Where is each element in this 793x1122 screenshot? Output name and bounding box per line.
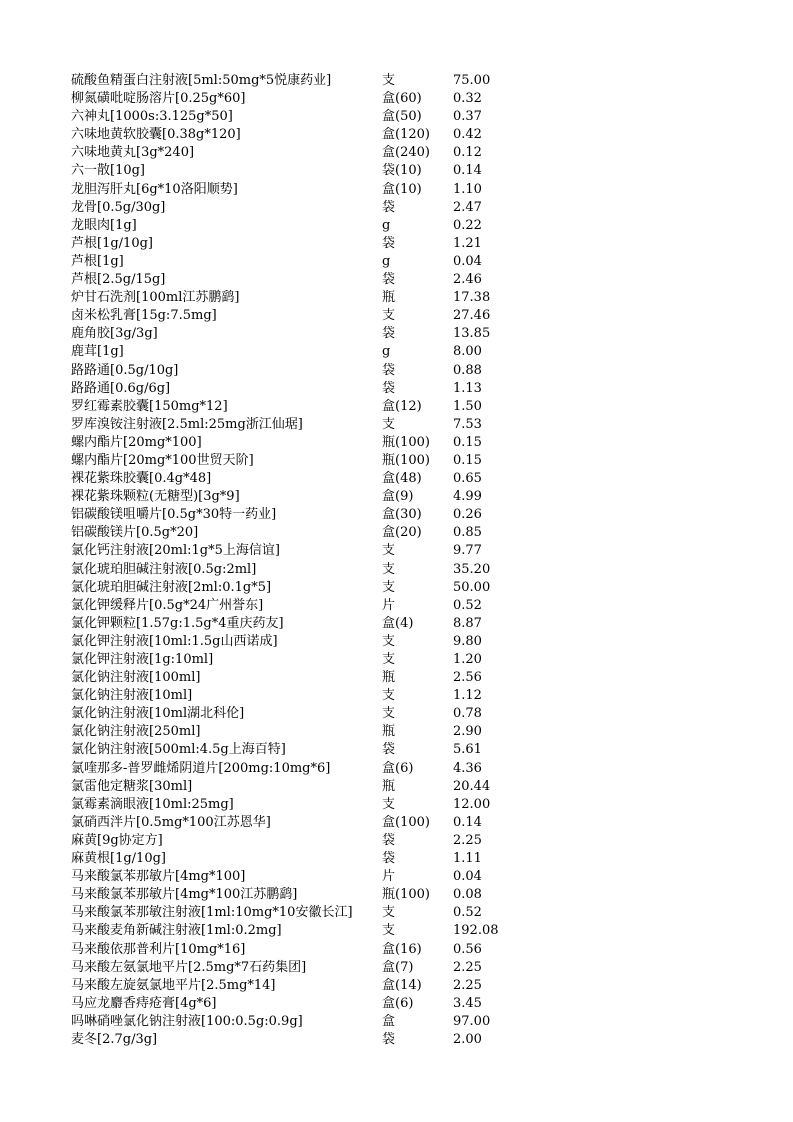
price-cell: 2.25 [453,977,482,993]
unit-cell: 瓶 [382,290,396,306]
price-cell: 0.26 [453,507,482,523]
price-cell: 0.04 [453,253,482,269]
unit-cell: 袋 [382,1031,396,1047]
table-row [71,850,571,868]
table-row [71,723,571,741]
drug-name-cell: 裸花紫珠颗粒(无糖型)[3g*9] [71,489,240,505]
unit-cell: 袋 [382,235,396,251]
table-row [71,235,571,253]
table-row [71,524,571,542]
unit-cell: 袋 [382,380,396,396]
price-cell: 7.53 [453,416,482,432]
price-cell: 0.78 [453,706,482,722]
price-cell: 1.21 [453,235,482,251]
price-cell: 97.00 [453,1013,491,1029]
table-row [71,832,571,850]
table-row [71,959,571,977]
price-cell: 4.36 [453,760,482,776]
unit-cell: g [382,344,391,360]
table-row [71,307,571,325]
table-row [71,886,571,904]
unit-cell: g [382,217,391,233]
unit-cell: 袋 [382,199,396,215]
unit-cell: 袋 [382,326,396,342]
unit-cell: 瓶(100) [382,452,430,468]
table-row [71,126,571,144]
table-row [71,796,571,814]
price-cell: 27.46 [453,308,491,324]
drug-name-cell: 龙骨[0.5g/30g] [71,199,166,215]
drug-name-cell: 氯化钾注射液[10ml:1.5g山西诺成] [71,633,278,649]
unit-cell: 盒(6) [382,760,414,776]
unit-cell: 支 [382,561,396,577]
price-cell: 75.00 [453,73,491,88]
drug-name-cell: 路路通[0.5g/10g] [71,362,179,378]
price-cell: 4.99 [453,489,482,505]
drug-name-cell: 马来酸左氨氯地平片[2.5mg*7石药集团] [71,959,307,975]
drug-name-cell: 卤米松乳膏[15g:7.5mg] [71,308,217,324]
table-row [71,778,571,796]
table-row [71,579,571,597]
unit-cell: 盒(10) [382,181,422,197]
unit-cell: 盒(48) [382,471,422,487]
unit-cell: 袋(10) [382,163,422,179]
unit-cell: 瓶(100) [382,434,430,450]
unit-cell: 盒(4) [382,615,414,631]
drug-name-cell: 芦根[1g/10g] [71,235,153,251]
unit-cell: 盒(16) [382,941,422,957]
table-row [71,217,571,235]
unit-cell: 盒 [382,1013,396,1029]
unit-cell: 袋 [382,832,396,848]
drug-name-cell: 六一散[10g] [71,163,146,179]
price-cell: 0.85 [453,525,482,541]
price-cell: 9.80 [453,633,482,649]
drug-name-cell: 马来酸麦角新碱注射液[1ml:0.2mg] [71,923,282,939]
table-row [71,470,571,488]
unit-cell: 片 [382,869,396,885]
table-row [71,814,571,832]
drug-name-cell: 氯霉素滴眼液[10ml:25mg] [71,796,234,812]
unit-cell: 盒(14) [382,977,422,993]
drug-name-cell: 马来酸依那普利片[10mg*16] [71,941,246,957]
unit-cell: 支 [382,652,396,667]
price-cell: 2.46 [453,272,482,288]
drug-name-cell: 氯化钠注射液[100ml] [71,670,201,686]
drug-name-cell: 硫酸鱼精蛋白注射液[5ml:50mg*5悦康药业] [71,73,332,88]
table-row [71,1031,571,1049]
drug-name-cell: 氯喹那多-普罗雌烯阴道片[200mg:10mg*6] [71,760,331,776]
unit-cell: 袋 [382,272,396,288]
drug-name-cell: 柳氮磺吡啶肠溶片[0.25g*60] [71,91,246,107]
table-row [71,941,571,959]
table-row [71,72,571,90]
unit-cell: 盒(6) [382,995,414,1011]
unit-cell: 支 [382,73,396,88]
price-cell: 2.25 [453,832,482,848]
price-cell: 2.47 [453,199,482,215]
unit-cell: 盒(120) [382,127,430,143]
price-cell: 0.52 [453,597,482,613]
table-row [71,289,571,307]
drug-name-cell: 马来酸左旋氨氯地平片[2.5mg*14] [71,977,276,993]
drug-name-cell: 马来酸氯苯那敏片[4mg*100江苏鹏鹞] [71,887,298,903]
price-cell: 0.15 [453,434,482,450]
drug-price-list [71,72,571,1049]
table-row [71,162,571,180]
price-cell: 0.42 [453,127,482,143]
table-row [71,687,571,705]
drug-name-cell: 鹿茸[1g] [71,344,124,360]
table-row [71,561,571,579]
table-row [71,868,571,886]
drug-name-cell: 炉甘石洗剂[100ml江苏鹏鹞] [71,290,240,306]
price-cell: 0.37 [453,109,482,125]
drug-name-cell: 芦根[1g] [71,253,124,269]
unit-cell: 支 [382,543,396,559]
price-cell: 0.22 [453,217,482,233]
drug-name-cell: 吗啉硝唑氯化钠注射液[100:0.5g:0.9g] [71,1013,303,1029]
table-row [71,325,571,343]
price-cell: 12.00 [453,796,491,812]
unit-cell: 袋 [382,851,396,867]
price-cell: 0.32 [453,91,482,107]
drug-name-cell: 芦根[2.5g/15g] [71,272,166,288]
drug-name-cell: 铝碳酸镁咀嚼片[0.5g*30特一药业] [71,507,277,523]
table-row [71,995,571,1013]
price-cell: 35.20 [453,561,491,577]
table-row [71,1013,571,1031]
drug-name-cell: 麻黄根[1g/10g] [71,851,166,867]
table-row [71,343,571,361]
table-row [71,434,571,452]
price-cell: 0.08 [453,887,482,903]
drug-name-cell: 螺内酯片[20mg*100] [71,434,202,450]
drug-name-cell: 氯硝西泮片[0.5mg*100江苏恩华] [71,814,271,830]
unit-cell: 支 [382,923,396,939]
drug-name-cell: 氯化琥珀胆碱注射液[2ml:0.1g*5] [71,579,272,595]
drug-name-cell: 龙眼肉[1g] [71,217,137,233]
table-row [71,199,571,217]
drug-name-cell: 六味地黄软胶囊[0.38g*120] [71,127,241,143]
table-row [71,253,571,271]
unit-cell: 盒(20) [382,525,422,541]
table-row [71,506,571,524]
table-row [71,904,571,922]
unit-cell: g [382,253,391,269]
table-row [71,651,571,669]
price-cell: 1.10 [453,181,482,197]
price-cell: 13.85 [453,326,491,342]
price-cell: 192.08 [453,923,499,939]
table-row [71,271,571,289]
price-cell: 2.56 [453,670,482,686]
unit-cell: 盒(7) [382,959,414,975]
price-cell: 0.14 [453,814,482,830]
table-row [71,380,571,398]
table-row [71,416,571,434]
unit-cell: 盒(240) [382,145,430,161]
table-row [71,597,571,615]
table-row [71,741,571,759]
price-cell: 0.88 [453,362,482,378]
drug-name-cell: 龙胆泻肝丸[6g*10洛阳顺势] [71,181,238,197]
drug-name-cell: 马来酸氯苯那敏注射液[1ml:10mg*10安徽长江] [71,905,353,921]
drug-name-cell: 路路通[0.6g/6g] [71,380,171,396]
drug-name-cell: 螺内酯片[20mg*100世贸天阶] [71,452,254,468]
unit-cell: 支 [382,688,396,704]
table-row [71,181,571,199]
unit-cell: 盒(9) [382,489,414,505]
price-cell: 0.04 [453,869,482,885]
unit-cell: 支 [382,633,396,649]
drug-name-cell: 麦冬[2.7g/3g] [71,1031,158,1047]
price-cell: 17.38 [453,290,491,306]
unit-cell: 支 [382,579,396,595]
price-cell: 5.61 [453,742,482,758]
price-cell: 1.11 [453,851,482,867]
table-row [71,488,571,506]
table-row [71,398,571,416]
price-cell: 20.44 [453,778,491,794]
drug-name-cell: 马应龙麝香痔疮膏[4g*6] [71,995,217,1011]
price-cell: 0.52 [453,905,482,921]
drug-name-cell: 六神丸[1000s:3.125g*50] [71,109,233,125]
drug-name-cell: 氯化钾颗粒[1.57g:1.5g*4重庆药友] [71,615,284,631]
price-cell: 1.13 [453,380,482,396]
drug-name-cell: 氯化钠注射液[10ml湖北科伦] [71,706,245,722]
price-cell: 1.50 [453,398,482,414]
drug-name-cell: 氯化钾缓释片[0.5g*24广州誉东] [71,597,264,613]
unit-cell: 支 [382,416,396,432]
table-row [71,362,571,380]
price-cell: 8.00 [453,344,482,360]
drug-name-cell: 氯化钠注射液[500ml:4.5g上海百特] [71,742,286,758]
price-cell: 0.15 [453,452,482,468]
price-cell: 2.25 [453,959,482,975]
drug-name-cell: 马来酸氯苯那敏片[4mg*100] [71,869,246,885]
drug-name-cell: 氯化钙注射液[20ml:1g*5上海信谊] [71,543,280,559]
unit-cell: 瓶(100) [382,887,430,903]
drug-name-cell: 氯雷他定糖浆[30ml] [71,778,193,794]
unit-cell: 支 [382,308,396,324]
unit-cell: 瓶 [382,778,396,794]
drug-name-cell: 氯化钾注射液[1g:10ml] [71,652,214,667]
price-cell: 3.45 [453,995,482,1011]
drug-name-cell: 鹿角胶[3g/3g] [71,326,158,342]
drug-name-cell: 罗红霉素胶囊[150mg*12] [71,398,228,414]
unit-cell: 瓶 [382,724,396,740]
table-row [71,977,571,995]
unit-cell: 支 [382,905,396,921]
unit-cell: 支 [382,706,396,722]
price-cell: 0.65 [453,471,482,487]
price-cell: 1.12 [453,688,482,704]
unit-cell: 袋 [382,362,396,378]
table-row [71,922,571,940]
table-row [71,633,571,651]
price-cell: 2.90 [453,724,482,740]
table-row [71,144,571,162]
unit-cell: 盒(50) [382,109,422,125]
price-cell: 0.14 [453,163,482,179]
drug-name-cell: 氯化钠注射液[10ml] [71,688,193,704]
price-cell: 9.77 [453,543,482,559]
drug-name-cell: 六味地黄丸[3g*240] [71,145,195,161]
unit-cell: 盒(60) [382,91,422,107]
drug-name-cell: 铝碳酸镁片[0.5g*20] [71,525,199,541]
price-cell: 0.56 [453,941,482,957]
unit-cell: 瓶 [382,670,396,686]
unit-cell: 袋 [382,742,396,758]
table-row [71,760,571,778]
table-row [71,452,571,470]
drug-name-cell: 氯化钠注射液[250ml] [71,724,201,740]
price-cell: 1.20 [453,652,482,667]
unit-cell: 盒(12) [382,398,422,414]
drug-name-cell: 裸花紫珠胶囊[0.4g*48] [71,471,212,487]
table-row [71,542,571,560]
table-row [71,705,571,723]
unit-cell: 支 [382,796,396,812]
table-row [71,108,571,126]
table-row [71,669,571,687]
price-cell: 2.00 [453,1031,482,1047]
unit-cell: 片 [382,597,396,613]
price-cell: 0.12 [453,145,482,161]
unit-cell: 盒(30) [382,507,422,523]
price-cell: 50.00 [453,579,491,595]
table-row [71,615,571,633]
table-row [71,90,571,108]
drug-name-cell: 麻黄[9g协定方] [71,832,163,848]
unit-cell: 盒(100) [382,814,430,830]
drug-name-cell: 罗库溴铵注射液[2.5ml:25mg浙江仙琚] [71,416,303,432]
price-cell: 8.87 [453,615,482,631]
drug-name-cell: 氯化琥珀胆碱注射液[0.5g:2ml] [71,561,257,577]
